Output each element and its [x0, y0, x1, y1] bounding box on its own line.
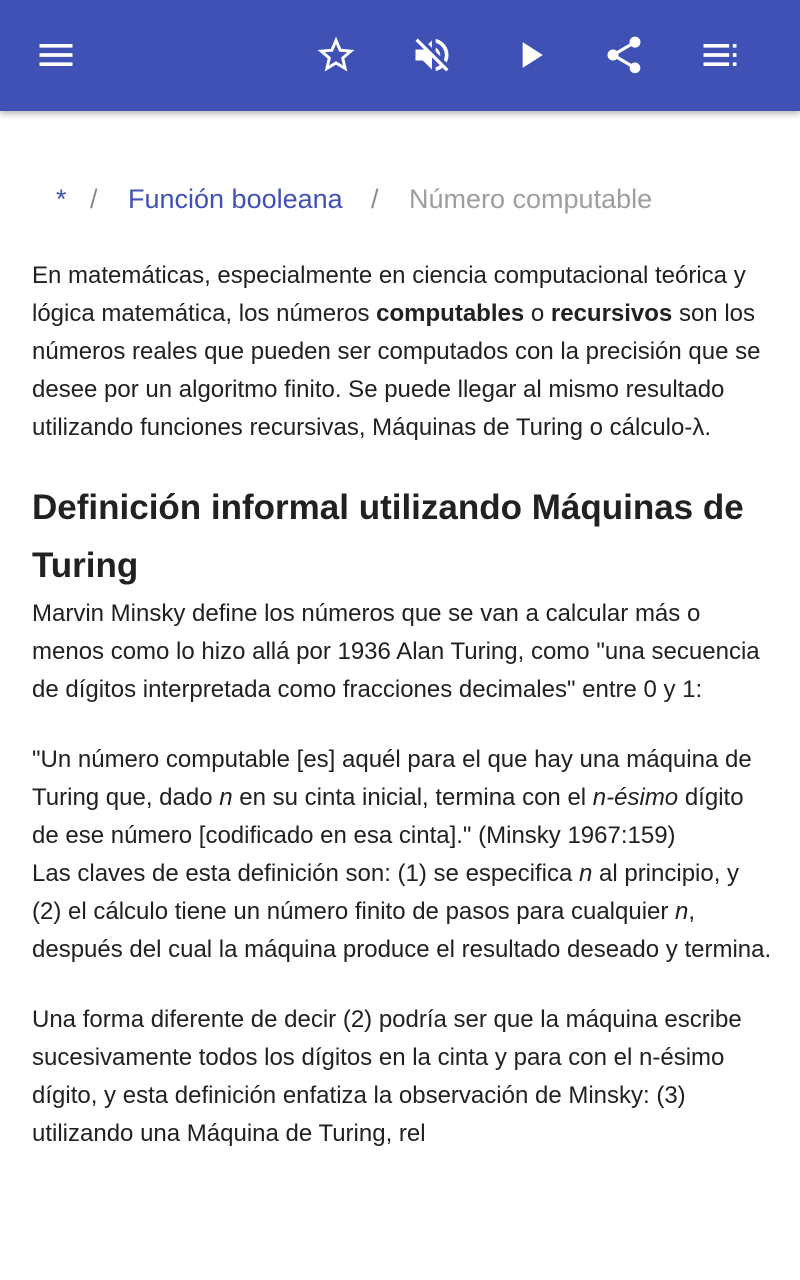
- star-outline-icon: [314, 33, 358, 77]
- intro-bold-term: recursivos: [550, 300, 673, 327]
- intro-text: o: [524, 300, 551, 327]
- breadcrumb-separator: /: [371, 184, 379, 214]
- play-button[interactable]: [500, 25, 560, 85]
- play-icon: [508, 33, 552, 77]
- intro-paragraph: [32, 257, 772, 447]
- favorite-button[interactable]: [306, 25, 366, 85]
- more-menu-button[interactable]: [690, 25, 750, 85]
- intro-bold-term: computables: [376, 300, 525, 327]
- intro-text: En matemáticas, especialmente en ciencia computacional teórica y lógica matemática, los números: [32, 262, 746, 327]
- keys-italic: n: [675, 898, 689, 925]
- share-button[interactable]: [594, 25, 654, 85]
- breadcrumb: [0, 179, 800, 219]
- article-content: [0, 111, 800, 1280]
- breadcrumb-current: Número computable: [409, 184, 653, 214]
- breadcrumb-home[interactable]: *: [56, 184, 67, 214]
- keys-paragraph: [32, 855, 772, 969]
- quote-paragraph: [32, 741, 772, 855]
- share-icon: [602, 33, 646, 77]
- app-toolbar: [0, 0, 800, 111]
- keys-italic: n: [578, 860, 593, 887]
- keys-text: Las claves de esta definición son: (1) se especifica: [32, 860, 579, 887]
- keys-text: , después del cual la máquina produce el resultado deseado y termina.: [32, 898, 772, 963]
- quote-italic: n-ésimo: [592, 784, 679, 811]
- quote-text: en su cinta inicial, termina con el: [232, 784, 593, 811]
- alternative-paragraph: Una forma diferente de decir (2) podría ser que la máquina escribe sucesivamente todos los dígitos en la cinta y para con el n-ésimo dígito, y esta definición enfatiza la observación de Minsky: (3) utilizando una Máquina de Turing, rel: [32, 1006, 742, 1147]
- list-menu-icon: [698, 33, 742, 77]
- section-heading: Definición informal utilizando Máquinas de Turing: [32, 488, 744, 585]
- article-body: [32, 257, 772, 1153]
- minsky-paragraph: Marvin Minsky define los números que se van a calcular más o menos como lo hizo allá por 1936 Alan Turing, como "una secuencia de dígitos interpretada como fracciones decimales" entre 0 y 1:: [32, 600, 760, 703]
- menu-button[interactable]: [26, 25, 86, 85]
- volume-off-icon: [410, 33, 454, 77]
- keys-text: al principio, y (2) el cálculo tiene un número finito de pasos para cualquier: [32, 860, 740, 925]
- mute-button[interactable]: [402, 25, 462, 85]
- breadcrumb-parent[interactable]: Función booleana: [128, 184, 343, 214]
- quote-text: dígito de ese número [codificado en esa cinta]." (Minsky 1967:159): [32, 784, 744, 849]
- menu-icon: [34, 33, 78, 77]
- intro-text: son los números reales que pueden ser computados con la precisión que se desee por un algoritmo finito. Se puede llegar al mismo resultado utilizando funciones recursivas, Máquinas de Turing o cálculo-λ.: [32, 300, 761, 441]
- quote-italic: n: [219, 784, 233, 811]
- quote-text: "Un número computable [es] aquél para el que hay una máquina de Turing que, dado: [32, 746, 752, 811]
- breadcrumb-separator: /: [90, 184, 98, 214]
